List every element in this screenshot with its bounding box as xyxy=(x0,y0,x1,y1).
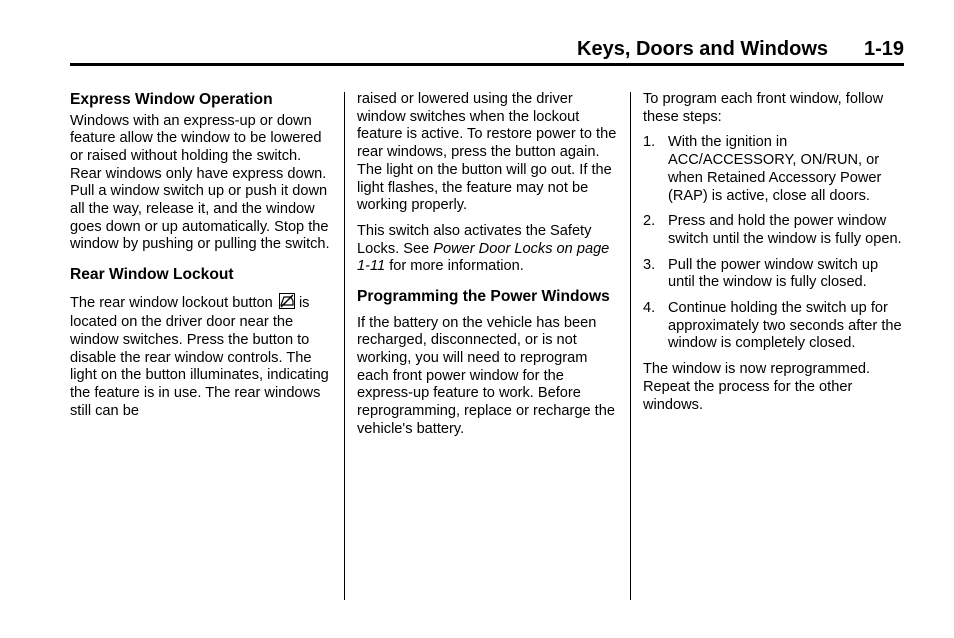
step-text: With the ignition in ACC/ACCESSORY, ON/RUN, or when Retained Accessory Power (RAP) is active, close all doors. xyxy=(668,134,882,204)
step-text: Continue holding the switch up for approximately two seconds after the window is completely closed. xyxy=(668,300,902,352)
rear-window-lockout-icon xyxy=(279,293,295,315)
paragraph-rear-lockout xyxy=(70,293,336,421)
column-3 xyxy=(643,91,905,422)
paragraph-program-outro: The window is now reprogrammed. Repeat the process for the other windows. xyxy=(643,361,871,413)
paragraph-lockout-continued: raised or lowered using the driver window switches when the lockout feature is active. To restore power to the rear windows, press the button again. The light on the button will go out. If the light flashes, the feature may not be working properly. xyxy=(357,91,617,214)
heading-express-window-operation: Express Window Operation xyxy=(70,91,273,108)
header-divider xyxy=(70,63,904,66)
cross-reference-link[interactable]: Power Door Locks on page 1-11 xyxy=(357,240,610,275)
step-number: 4. xyxy=(643,300,656,317)
safety-locks-text: This switch also activates the Safety Locks. See xyxy=(357,222,592,257)
step-number: 2. xyxy=(643,213,656,230)
paragraph-rear-lockout-part2: is located on the driver door near the window switches. Press the button to disable the rear window controls. The light on the button illuminates, indicating the feature is in use. The rear windows still can be xyxy=(70,294,329,419)
step-number: 3. xyxy=(643,256,656,273)
paragraph-safety-locks xyxy=(357,223,622,276)
column-divider-1 xyxy=(344,92,345,600)
paragraph-program-intro: To program each front window, follow these steps: xyxy=(643,91,884,125)
list-item xyxy=(643,134,905,205)
section-title: Keys, Doors and Windows xyxy=(577,38,828,60)
page-number: 1-19 xyxy=(863,38,904,60)
step-text: Press and hold the power window switch until the window is fully open. xyxy=(668,213,902,247)
paragraph-express-window: Windows with an express-up or down feature allow the window to be lowered or raised without holding the switch. Rear windows only have express down. Pull a window switch up or push it down all the way, release it, and the window goes down or up automatically. Stop the window by pushing or pulling the switch. xyxy=(70,112,330,253)
heading-programming-power-windows: Programming the Power Windows xyxy=(357,288,610,306)
column-divider-2 xyxy=(630,92,631,600)
list-item xyxy=(643,300,905,353)
safety-locks-text-end: for more information. xyxy=(389,258,524,275)
step-number: 1. xyxy=(643,134,656,151)
step-text: Pull the power window switch up until the window is fully closed. xyxy=(668,256,879,291)
list-item xyxy=(643,213,905,248)
list-item xyxy=(643,257,905,292)
paragraph-rear-lockout-part1: The rear window lockout button xyxy=(70,294,273,311)
column-2 xyxy=(357,91,622,446)
heading-rear-window-lockout: Rear Window Lockout xyxy=(70,266,234,284)
column-1 xyxy=(70,91,336,429)
paragraph-programming: If the battery on the vehicle has been recharged, disconnected, or is not working, you will need to reprogram each front power window for the express-up feature to work. Before reprogramming, replace or recharge the vehicle's battery. xyxy=(357,314,615,437)
programming-steps-list xyxy=(643,134,905,353)
